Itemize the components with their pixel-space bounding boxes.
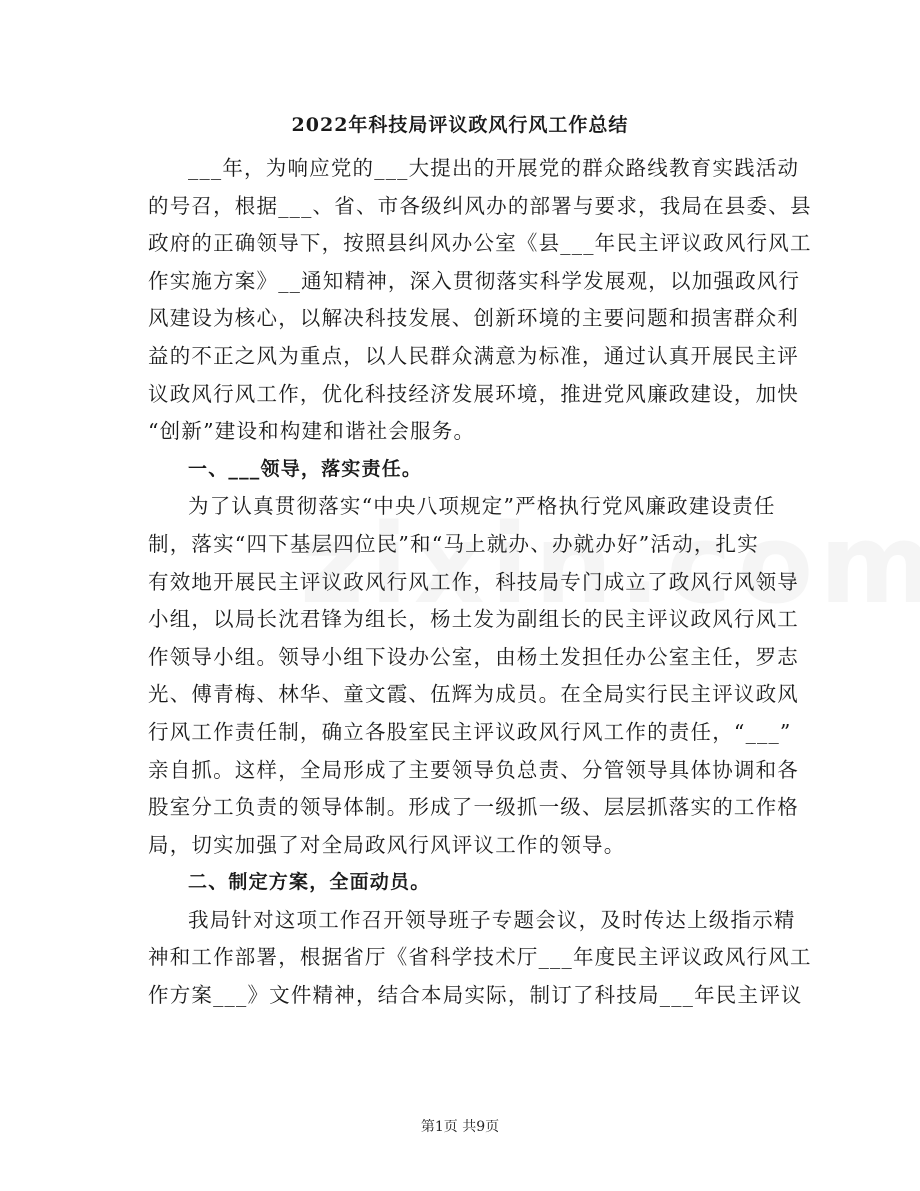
- paragraph-line: 神和工作部署，根据省厅《省科学技术厅___年度民主评议政风行风工: [148, 945, 812, 970]
- paragraph-line: 作方案___》文件精神，结合本局实际，制订了科技局___年民主评议: [148, 983, 803, 1008]
- paragraph-line: 的号召，根据___、省、市各级纠风办的部署与要求，我局在县委、县: [148, 193, 812, 218]
- paragraph-line: 光、傅青梅、林华、童文霞、伍辉为成员。在全局实行民主评议政风: [148, 682, 799, 707]
- document-body: [148, 150, 812, 1015]
- paragraph-line: 局，切实加强了对全局政风行风评议工作的领导。: [148, 832, 626, 857]
- paragraph-line: 为了认真贯彻落实“中央八项规定”严格执行党风廉政建设责任: [188, 494, 776, 519]
- paragraph-line: 行风工作责任制，确立各股室民主评议政风行风工作的责任，“___”: [148, 719, 792, 744]
- paragraph-line: 益的不正之风为重点，以人民群众满意为标准，通过认真开展民主评: [148, 343, 799, 368]
- paragraph-line: 制，落实“四下基层四位民”和“马上就办、办就办好”活动，扎实: [148, 531, 759, 556]
- paragraph-line: 议政风行风工作，优化科技经济发展环境，推进党风廉政建设，加快: [148, 381, 799, 406]
- paragraph-line: 有效地开展民主评议政风行风工作，科技局专门成立了政风行风领导: [148, 569, 799, 594]
- paragraph-line: 我局针对这项工作召开领导班子专题会议，及时传达上级指示精: [188, 907, 796, 932]
- paragraph-line: 政府的正确领导下，按照县纠风办公室《县___年民主评议政风行风工: [148, 231, 812, 256]
- paragraph-line: 股室分工负责的领导体制。形成了一级抓一级、层层抓落实的工作格: [148, 795, 799, 820]
- paragraph-line: “创新”建设和构建和谐社会服务。: [148, 419, 476, 444]
- page-footer: 第1页 共9页: [420, 1119, 500, 1135]
- paragraph-line: 风建设为核心，以解决科技发展、创新环境的主要问题和损害群众利: [148, 306, 799, 331]
- section-heading: 二、制定方案，全面动员。: [188, 871, 431, 894]
- paragraph-line: 小组，以局长沈君锋为组长，杨土发为副组长的民主评议政风行风工: [148, 607, 799, 632]
- document-title: 2022年科技局评议政风行风工作总结: [291, 114, 629, 136]
- section-heading: 一、___领导，落实责任。: [188, 457, 423, 480]
- paragraph-line: 亲自抓。这样，全局形成了主要领导负总责、分管领导具体协调和各: [148, 757, 799, 782]
- paragraph-line: ___年，为响应党的___大提出的开展党的群众路线教育实践活动: [188, 156, 800, 180]
- paragraph-line: 作实施方案》__通知精神，深入贯彻落实科学发展观，以加强政风行: [148, 268, 801, 293]
- paragraph-line: 作领导小组。领导小组下设办公室，由杨土发担任办公室主任，罗志: [148, 644, 799, 669]
